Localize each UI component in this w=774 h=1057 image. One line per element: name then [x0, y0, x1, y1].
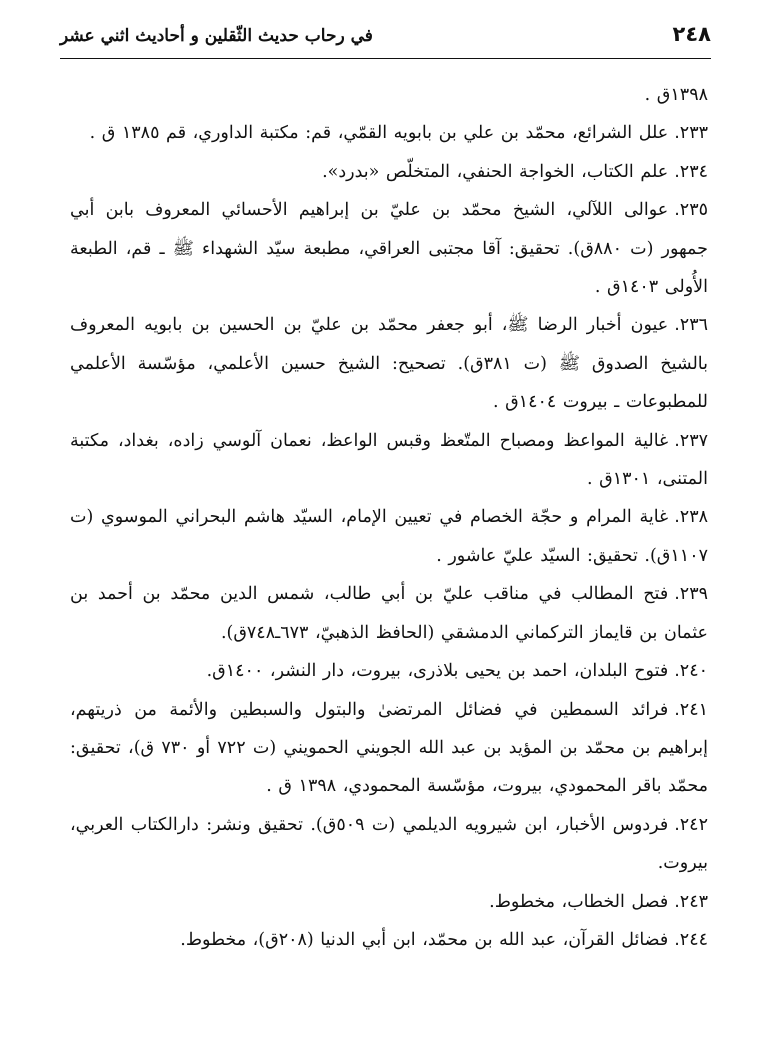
- entry-text: غالية المواعظ ومصباح المتّعظ وقبس الواعظ، نعمان آلوسي زاده، بغداد، مكتبة المتنى، ١٣٠١ق .: [70, 430, 708, 490]
- entry-number: ٢٣٨.: [674, 507, 708, 528]
- bibliography-entry-continuation: [70, 76, 708, 114]
- entry-number: ٢٣٥.: [674, 200, 708, 221]
- bibliography-entry-235: [70, 191, 708, 306]
- bibliography-entry-240: [70, 652, 708, 690]
- entry-number: ٢٤٣.: [674, 891, 708, 912]
- page-header: [60, 16, 711, 56]
- bibliography-entry-241: [70, 691, 708, 806]
- bibliography-entry-238: [70, 498, 708, 575]
- page-number: ٢٤٨: [672, 22, 711, 46]
- entry-number: ٢٤١.: [674, 699, 708, 720]
- entry-number: ٢٣٣.: [674, 123, 708, 144]
- bibliography-entry-236: [70, 306, 708, 421]
- bibliography-entry-233: [70, 114, 708, 152]
- entry-number: ٢٤٤.: [674, 929, 708, 950]
- entry-number: ٢٤٢.: [674, 814, 708, 835]
- entry-number: ٢٣٤.: [674, 161, 708, 182]
- bibliography-entry-243: [70, 883, 708, 921]
- bibliography-entry-239: [70, 575, 708, 652]
- entry-text: فصل الخطاب، مخطوط.: [489, 891, 669, 912]
- bibliography-entry-234: [70, 153, 708, 191]
- entry-number: ٢٣٦.: [674, 315, 708, 336]
- entry-text: فتح المطالب في مناقب عليّ بن أبي طالب، شمس الدين محمّد بن أحمد بن عثمان بن قايماز التركماني الدمشقي (الحافظ الذهبيّ، ٦٧٣ـ٧٤٨ق).: [70, 584, 708, 643]
- entry-text: فرائد السمطين في فضائل المرتضىٰ والبتول والسبطين والأئمة من ذريتهم، إبراهيم بن محمّد بن المؤيد بن عبد الله الجويني الحمويني (ت ٧٢٢ أو ٧٣٠ ق)، تحقيق: محمّد باقر المحمودي، بيروت، مؤسّسة المحمودي، ١٣٩٨ ق .: [70, 699, 708, 797]
- entry-number: ٢٤٠.: [674, 661, 708, 682]
- entry-text: فردوس الأخبار، ابن شيرويه الديلمي (ت ٥٠٩ق). تحقيق ونشر: دارالكتاب العربي، بيروت.: [70, 814, 708, 874]
- entry-number: ٢٣٩.: [674, 584, 708, 605]
- entry-text: ١٣٩٨ق .: [644, 85, 708, 105]
- entry-text: فضائل القرآن، عبد الله بن محمّد، ابن أبي الدنيا (٢٠٨ق)، مخطوط.: [180, 929, 669, 950]
- running-title: في رحاب حديث الثّقلين و أحاديث اثني عشر: [60, 26, 373, 46]
- header-rule: [60, 58, 711, 59]
- bibliography-entry-242: [70, 806, 708, 883]
- bibliography-entry-237: [70, 422, 708, 499]
- entry-text: عوالى اللآلي، الشيخ محمّد بن عليّ بن إبراهيم الأحسائي المعروف بابن أبي جمهور (ت ٨٨٠ق). تحقيق: آقا مجتبى العراقي، مطبعة سيّد الشهداء ﷺ ـ قم، الطبعة الأُولى ١٤٠٣ق .: [70, 200, 708, 298]
- entry-text: علل الشرائع، محمّد بن علي بن بابويه القمّي، قم: مكتبة الداوري، قم ١٣٨٥ ق .: [89, 123, 669, 144]
- entry-text: عيون أخبار الرضا ﷺ، أبو جعفر محمّد بن عليّ بن الحسين بن بابويه المعروف بالشيخ الصدوق ﷺ (ت ٣٨١ق). تصحيح: الشيخ حسين الأعلمي، مؤسّسة الأعلمي للمطبوعات ـ بيروت ١٤٠٤ق .: [70, 315, 708, 413]
- entry-text: غاية المرام و حجّة الخصام في تعيين الإمام، السيّد هاشم البحراني الموسوي (ت ١١٠٧ق). تحقيق: السيّد عليّ عاشور .: [70, 507, 708, 566]
- entry-number: ٢٣٧.: [674, 430, 708, 451]
- entry-text: علم الكتاب، الخواجة الحنفي، المتخلّص «بدرد».: [322, 161, 669, 182]
- bibliography-entry-244: [70, 921, 708, 959]
- bibliography-list: [70, 76, 708, 959]
- entry-text: فتوح البلدان، احمد بن يحيى بلاذرى، بيروت، دار النشر، ١٤٠٠ق.: [206, 661, 669, 682]
